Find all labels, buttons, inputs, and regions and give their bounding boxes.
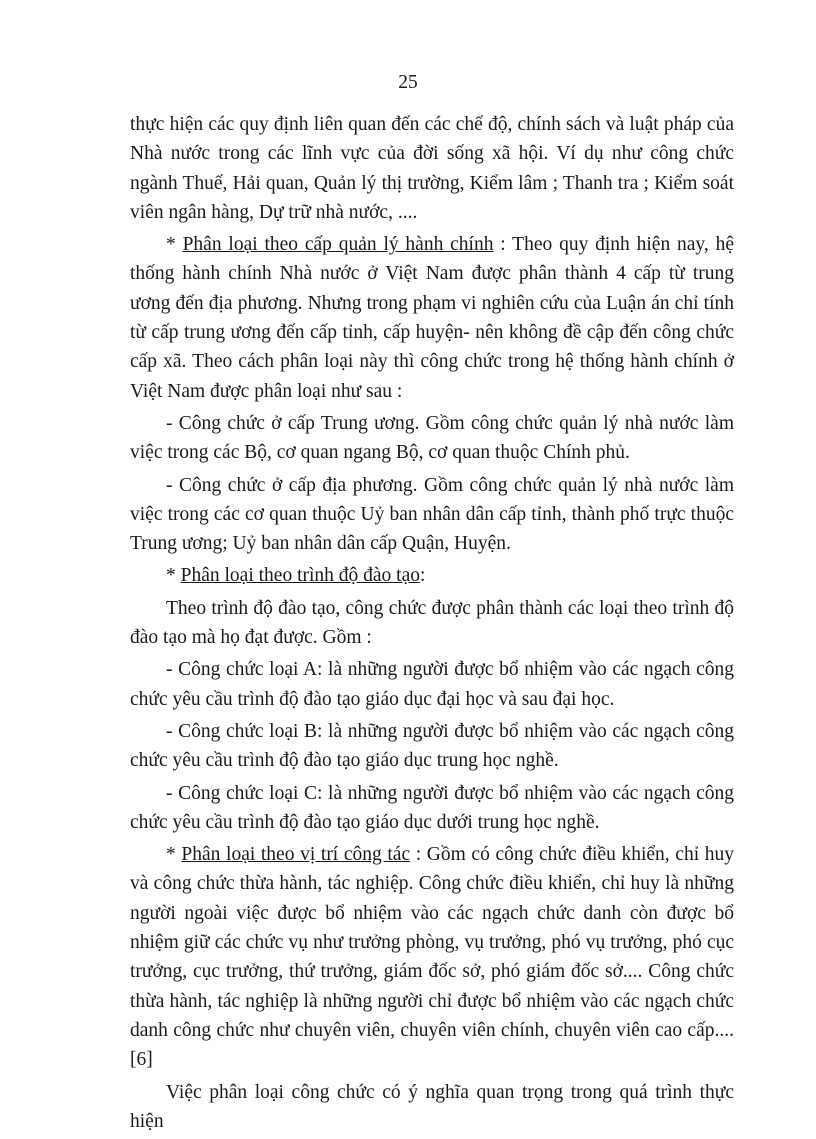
paragraph: * Phân loại theo vị trí công tác : Gồm có công chức điều khiển, chỉ huy và công chức thừa hành, tác nghiệp. Công chức điều khiển, chỉ huy là những người ngoài việc được bổ nhiệm vào các ngạch chức danh còn được bổ nhiệm giữ các chức vụ như trưởng phòng, vụ trưởng, phó vụ trưởng, phó cục trưởng, cục trưởng, thứ trưởng, giám đốc sở, phó giám đốc sở.... Công chức thừa hành, tác nghiệp là những người chỉ được bổ nhiệm vào các ngạch chức danh công chức như chuyên viên, chuyên viên chính, chuyên viên cao cấp....[6]: [130, 844, 735, 1071]
paragraph: thực hiện các quy định liên quan đến các chế độ, chính sách và luật pháp của Nhà nước trong các lĩnh vực của đời sống xã hội. Ví dụ như công chức ngành Thuế, Hải quan, Quản lý thị trường, Kiểm lâm ; Thanh tra ; Kiểm soát viên ngân hàng, Dự trữ nhà nước, ....: [130, 114, 734, 223]
paragraph: - Công chức ở cấp Trung ương. Gồm công chức quản lý nhà nước làm việc trong các Bộ, cơ quan ngang Bộ, cơ quan thuộc Chính phủ.: [130, 412, 734, 464]
section-heading: Phân loại theo cấp quản lý hành chính: [182, 234, 494, 256]
section-heading: Phân loại theo vị trí công tác: [181, 844, 411, 866]
paragraph: * Phân loại theo trình độ đào tạo:: [166, 565, 426, 587]
paragraph: Việc phân loại công chức có ý nghĩa quan trọng trong quá trình thực hiện: [130, 1081, 734, 1132]
paragraph: Theo trình độ đào tạo, công chức được phân thành các loại theo trình độ đào tạo mà họ đạt được. Gồm :: [130, 597, 734, 649]
paragraph: * Phân loại theo cấp quản lý hành chính : Theo quy định hiện nay, hệ thống hành chính Nhà nước ở Việt Nam được phân thành 4 cấp từ trung ương đến địa phương. Nhưng trong phạm vi nghiên cứu của Luận án chỉ tính từ cấp trung ương đến cấp tỉnh, cấp huyện- nên không đề cập đến công chức cấp xã. Theo cách phân loại này thì công chức trong hệ thống hành chính ở Việt Nam được phân loại như sau :: [130, 234, 734, 402]
paragraph: - Công chức loại B: là những người được bổ nhiệm vào các ngạch công chức yêu cầu trình độ đào tạo giáo dục trung học nghề.: [130, 720, 734, 772]
body-text: [130, 110, 734, 1139]
paragraph: - Công chức loại A: là những người được bổ nhiệm vào các ngạch công chức yêu cầu trình độ đào tạo giáo dục đại học và sau đại học.: [130, 659, 734, 710]
paragraph: - Công chức loại C: là những người được bổ nhiệm vào các ngạch công chức yêu cầu trình độ đào tạo giáo dục dưới trung học nghề.: [130, 782, 734, 833]
section-heading: Phân loại theo trình độ đào tạo: [180, 565, 420, 587]
paragraph: - Công chức ở cấp địa phương. Gồm công chức quản lý nhà nước làm việc trong các cơ quan thuộc Uỷ ban nhân dân cấp tỉnh, thành phố trực thuộc Trung ương; Uỷ ban nhân dân cấp Quận, Huyện.: [130, 474, 734, 555]
page-number: 25: [398, 72, 418, 93]
